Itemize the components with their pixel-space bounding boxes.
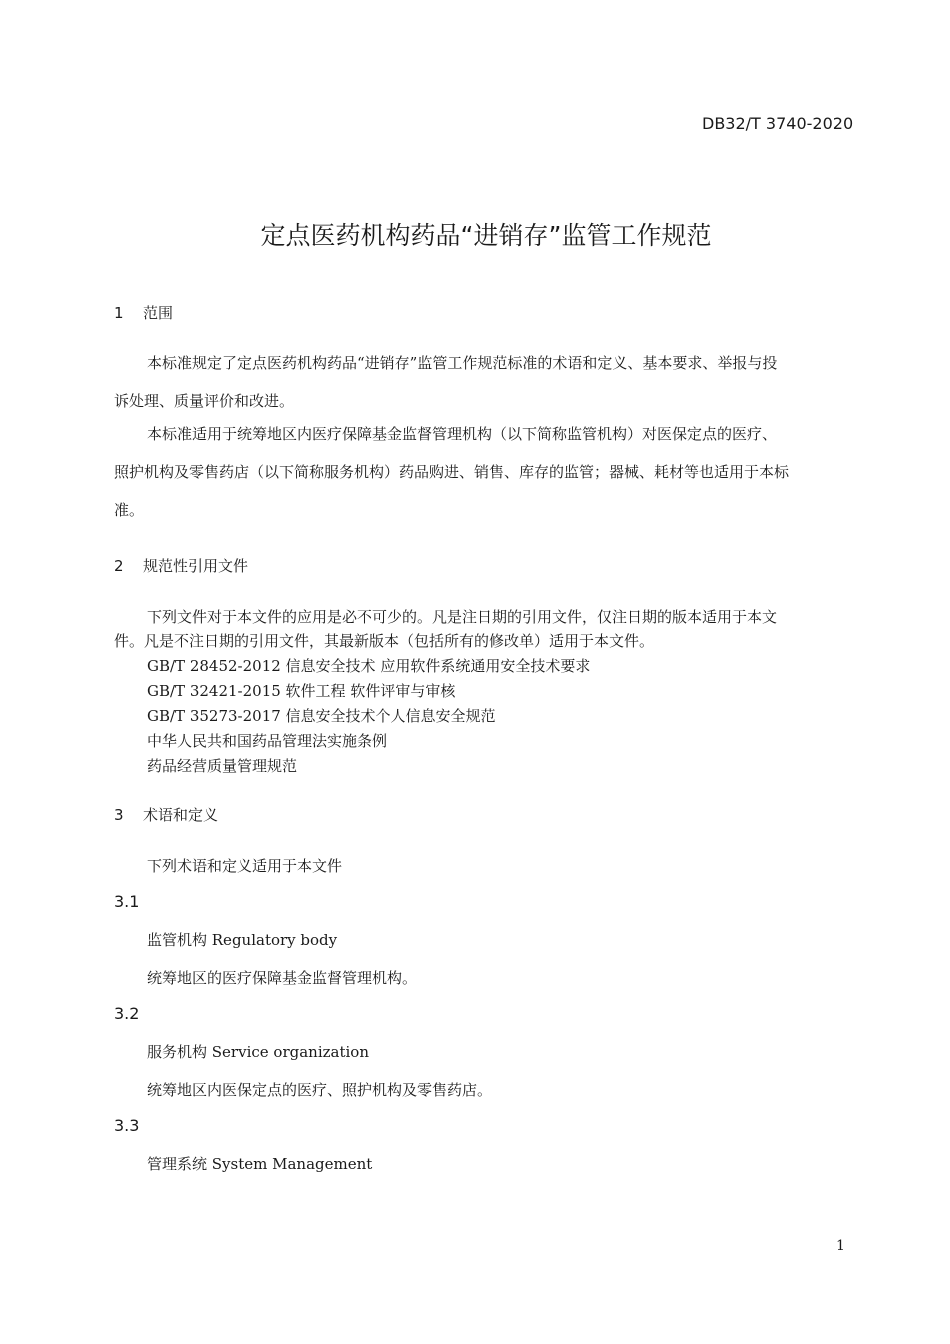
document-title: 定点医药机构药品“进销存”监管工作规范 xyxy=(260,221,712,250)
reference-item: GB/T 35273-2017 信息安全技术个人信息安全规范 xyxy=(147,707,496,725)
section-number: 1 xyxy=(114,304,124,322)
section-title: 范围 xyxy=(143,304,174,322)
term-definition: 统筹地区内医保定点的医疗、照护机构及零售药店。 xyxy=(147,1081,493,1099)
section-1-heading xyxy=(114,302,173,323)
reference-item: 中华人民共和国药品管理法实施条例 xyxy=(147,732,388,750)
term-number: 3.2 xyxy=(114,1004,140,1023)
reference-item: GB/T 28452-2012 信息安全技术 应用软件系统通用安全技术要求 xyxy=(147,657,591,675)
paragraph-line: 准。 xyxy=(114,501,145,519)
paragraph-line: 下列术语和定义适用于本文件 xyxy=(147,857,343,875)
section-title: 规范性引用文件 xyxy=(143,557,249,575)
reference-item: 药品经营质量管理规范 xyxy=(147,757,298,775)
paragraph-line: 照护机构及零售药店（以下简称服务机构）药品购进、销售、库存的监管；器械、耗材等也适用于本标 xyxy=(114,463,790,481)
standard-code: DB32/T 3740-2020 xyxy=(702,114,854,133)
paragraph-line: 本标准适用于统筹地区内医疗保障基金监督管理机构（以下简称监管机构）对医保定点的医疗、 xyxy=(147,425,778,443)
section-number: 3 xyxy=(114,806,124,824)
paragraph-line: 下列文件对于本文件的应用是必不可少的。凡是注日期的引用文件，仅注日期的版本适用于本文 xyxy=(147,608,778,626)
paragraph-line: 本标准规定了定点医药机构药品“进销存”监管工作规范标准的术语和定义、基本要求、举报与投 xyxy=(147,354,778,372)
term-name: 管理系统 System Management xyxy=(147,1155,373,1173)
section-number: 2 xyxy=(114,557,124,575)
term-number: 3.3 xyxy=(114,1116,140,1135)
section-3-heading xyxy=(114,804,218,825)
section-title: 术语和定义 xyxy=(143,806,219,824)
reference-item: GB/T 32421-2015 软件工程 软件评审与审核 xyxy=(147,682,456,700)
paragraph-line: 诉处理、质量评价和改进。 xyxy=(114,392,295,410)
term-name: 监管机构 Regulatory body xyxy=(147,931,338,949)
page-number: 1 xyxy=(836,1238,845,1254)
term-name: 服务机构 Service organization xyxy=(147,1043,369,1061)
term-definition: 统筹地区的医疗保障基金监督管理机构。 xyxy=(147,969,418,987)
section-2-heading xyxy=(114,555,248,576)
paragraph-line: 件。凡是不注日期的引用文件，其最新版本（包括所有的修改单）适用于本文件。 xyxy=(114,632,655,650)
term-number: 3.1 xyxy=(114,892,140,911)
